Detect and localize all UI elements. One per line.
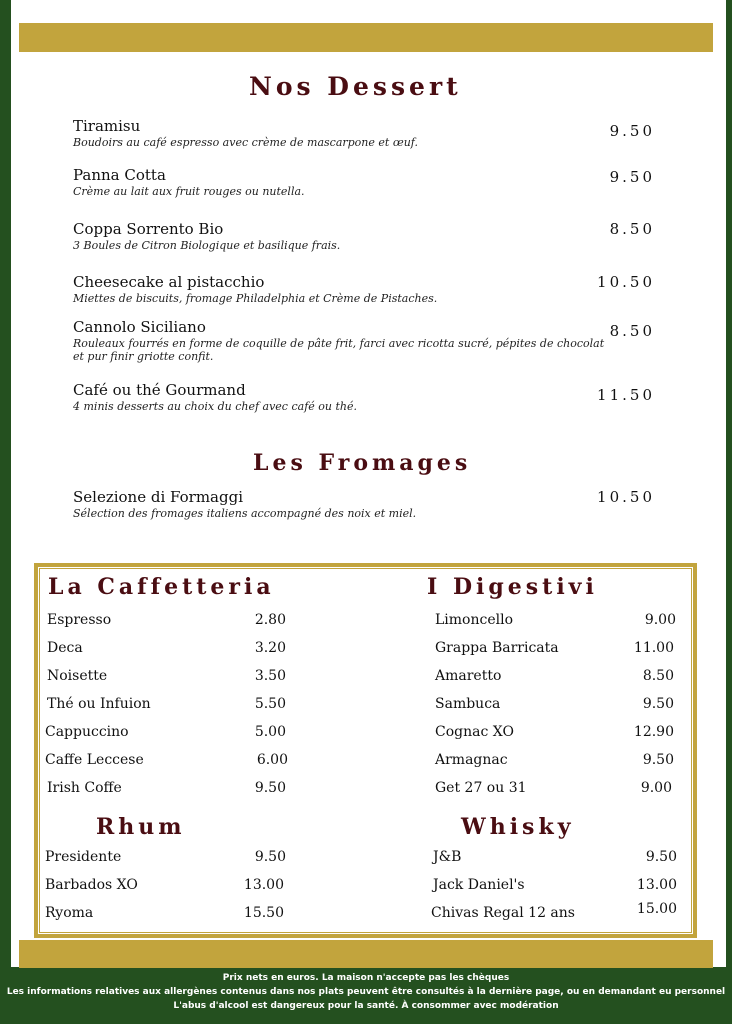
item-description: Crème au lait aux fruit rouges ou nutella. [73,185,305,198]
whisky-item-price: 15.00 [636,901,677,917]
digestivi-item-price: 12.90 [633,724,674,740]
caffetteria-item-price: 3.20 [254,640,286,656]
digestivi-item-name: Armagnac [435,752,508,768]
item-name: Cannolo Siciliano [73,318,206,336]
caffetteria-item-price: 3.50 [254,668,286,684]
dessert-item [73,166,613,198]
caffetteria-item-price: 6.00 [256,752,288,768]
digestivi-item-price: 8.50 [642,668,674,684]
caffetteria-item-price: 2.80 [254,612,286,628]
digestivi-item-price: 9.00 [644,612,676,628]
digestivi-item-price: 9.00 [640,780,672,796]
item-name: Cheesecake al pistacchio [73,273,265,291]
digestivi-item-name: Get 27 ou 31 [435,780,527,796]
whisky-title: Whisky [461,814,575,840]
rhum-item-price: 13.00 [243,877,284,893]
whisky-item-name: Chivas Regal 12 ans [431,905,575,921]
whisky-item-price: 9.50 [645,849,677,865]
caffetteria-item-name: Deca [47,640,83,656]
item-description: Boudoirs au café espresso avec crème de mascarpone et œuf. [73,136,418,149]
item-name: Coppa Sorrento Bio [73,220,224,238]
dessert-item [73,273,613,305]
item-price: 9.50 [609,122,655,140]
caffetteria-item-name: Thé ou Infuion [47,696,151,712]
whisky-item-name: J&B [433,849,462,865]
item-description: Miettes de biscuits, fromage Philadelphia et Crème de Pistaches. [73,292,438,305]
caffetteria-item-price: 5.00 [254,724,286,740]
whisky-item-name: Jack Daniel's [433,877,525,893]
caffetteria-item-name: Caffe Leccese [45,752,144,768]
caffetteria-item-price: 9.50 [254,780,286,796]
digestivi-item-price: 9.50 [642,752,674,768]
digestivi-item-name: Limoncello [435,612,514,628]
digestivi-title: I Digestivi [427,574,598,600]
item-description: 3 Boules de Citron Biologique et basilique frais. [73,239,341,252]
item-name: Café ou thé Gourmand [73,381,246,399]
footer-line-pricing: Prix nets en euros. La maison n'accepte pas les chèques [222,973,510,983]
fromage-item [73,488,613,520]
rhum-item-price: 9.50 [254,849,286,865]
footer-line-alcohol: L'abus d'alcool est dangereux pour la santé. À consommer avec modération [173,1001,559,1011]
item-name: Panna Cotta [73,166,166,184]
item-description: 4 minis desserts au choix du chef avec café ou thé. [73,400,357,413]
item-name: Selezione di Formaggi [73,488,243,506]
footer [0,968,732,1024]
rhum-item-name: Ryoma [45,905,94,921]
item-description: Sélection des fromages italiens accompagné des noix et miel. [73,507,417,520]
caffetteria-item-name: Noisette [47,668,108,684]
digestivi-item-name: Grappa Barricata [435,640,559,656]
dessert-item [73,117,613,149]
top-gold-bar [19,23,713,52]
caffetteria-item-price: 5.50 [254,696,286,712]
caffetteria-item-name: Espresso [47,612,112,628]
desserts-title: Nos Dessert [249,72,462,101]
bottom-gold-bar [19,940,713,968]
digestivi-item-name: Sambuca [435,696,501,712]
rhum-item-price: 15.50 [243,905,284,921]
item-description: Rouleaux fourrés en forme de coquille de pâte frit, farci avec ricotta sucré, pépites de chocolat et pur finir griotte confit. [73,337,605,363]
dessert-item [73,381,613,413]
caffetteria-title: La Caffetteria [48,574,275,600]
rhum-item-name: Barbados XO [45,877,138,893]
digestivi-item-name: Amaretto [435,668,502,684]
item-price: 8.50 [609,322,655,340]
item-price: 9.50 [609,168,655,186]
fromages-title: Les Fromages [253,450,472,476]
caffetteria-item-name: Irish Coffe [47,780,122,796]
whisky-item-price: 13.00 [636,877,677,893]
rhum-item-name: Presidente [45,849,122,865]
item-price: 10.50 [597,273,655,291]
rhum-title: Rhum [96,814,186,840]
item-price: 8.50 [609,220,655,238]
digestivi-item-name: Cognac XO [435,724,514,740]
caffetteria-item-name: Cappuccino [45,724,129,740]
digestivi-item-price: 11.00 [633,640,674,656]
dessert-item [73,220,613,252]
footer-line-allergens: Les informations relatives aux allergènes contenus dans nos plats peuvent être consultés à la dernière page, ou en demandant eu personnel [6,987,726,997]
dessert-item [73,318,613,363]
digestivi-item-price: 9.50 [642,696,674,712]
item-price: 10.50 [597,488,655,506]
item-price: 11.50 [597,386,655,404]
item-name: Tiramisu [73,117,141,135]
